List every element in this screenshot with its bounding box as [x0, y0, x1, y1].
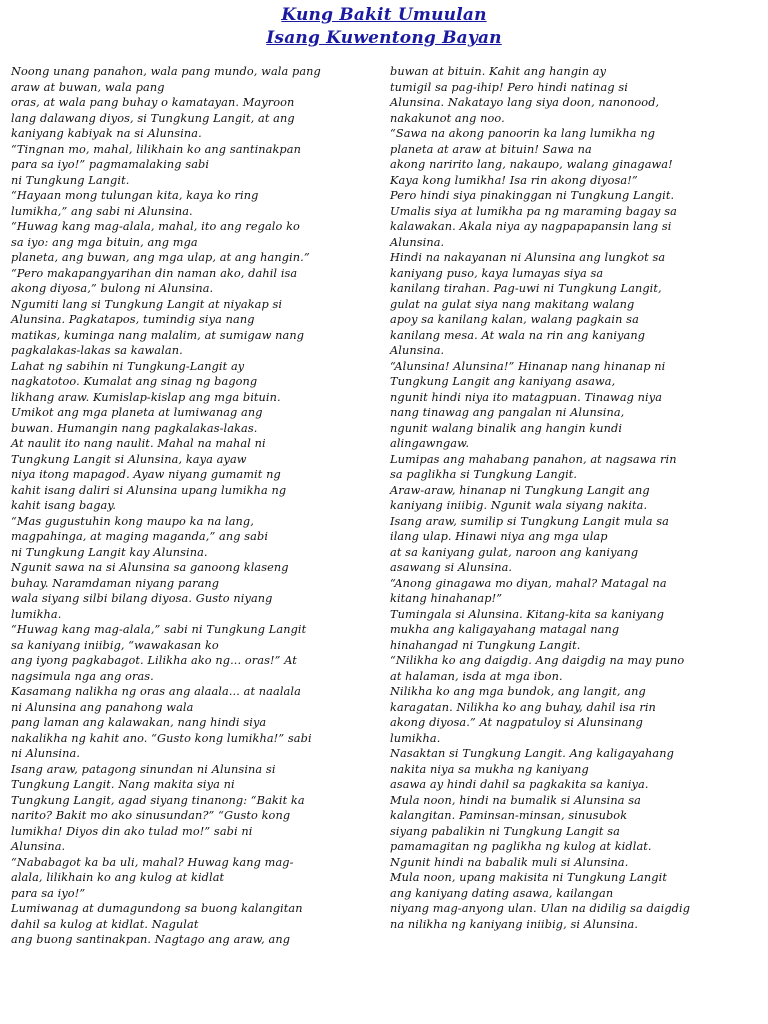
text-line: ilang ulap. Hinawi niya ang mga ulap — [390, 530, 608, 543]
text-line: Nasaktan si Tungkung Langit. Ang kaligayahang — [390, 747, 674, 760]
text-line: likhang araw. Kumislap-kislap ang mga bituin. — [11, 390, 281, 404]
text-line: buwan. Humangin nang pagkalakas-lakas. — [11, 421, 258, 435]
text-line: ni Tungkung Langit. — [11, 173, 130, 187]
text-line: akong naririto lang, nakaupo, walang ginagawa! — [390, 158, 673, 171]
text-line: Alunsina. — [11, 840, 66, 853]
text-line: alala, lilikhain ko ang kulog at kidlat — [11, 871, 225, 884]
text-line: at sa kaniyang gulat, naroon ang kaniyang — [390, 545, 639, 559]
text-line: Isang araw, patagong sinundan ni Alunsina si — [11, 762, 276, 776]
text-line: “Nilikha ko ang daigdig. Ang daigdig na may puno — [390, 654, 685, 667]
text-line: nagkatotoo. Kumalat ang sinag ng bagong — [11, 375, 258, 388]
text-line: “Tingnan mo, mahal, lilikhain ko ang santinakpan — [11, 142, 301, 156]
text-line: pagkalakas-lakas sa kawalan. — [11, 344, 183, 357]
story-subtitle: Isang Kuwentong Bayan — [266, 28, 502, 48]
text-line: lang dalawang diyos, si Tungkung Langit, at ang — [11, 111, 295, 125]
text-line: Umikot ang mga planeta at lumiwanag ang — [11, 406, 263, 419]
text-line: “Sawa na akong panoorin ka lang lumikha ng — [390, 127, 656, 140]
text-line: lumikha! Diyos din ako tulad mo!” sabi ni — [11, 824, 253, 838]
text-line: akong diyosa.” At nagpatuloy si Alunsinang — [390, 716, 643, 729]
text-line: buhay. Naramdaman niyang parang — [11, 576, 220, 590]
text-line: Pero hindi siya pinakinggan ni Tungkung Langit. — [390, 189, 675, 202]
text-line: asawang si Alunsina. — [390, 561, 513, 574]
text-line: asawa ay hindi dahil sa pagkakita sa kaniya. — [390, 778, 649, 791]
text-line: Alunsina. — [390, 344, 445, 357]
text-line: mukha ang kaligayahang matagal nang — [390, 623, 620, 636]
text-line: akong diyosa,” bulong ni Alunsina. — [11, 282, 214, 295]
text-line: sa iyo: ang mga bituin, ang mga — [11, 235, 198, 249]
text-line: pang laman ang kalawakan, nang hindi siya — [11, 716, 267, 729]
text-line: matikas, kuminga nang malalim, at sumigaw nang — [11, 328, 305, 342]
text-line: “Alunsina! Alunsina!” Hinanap nang hinanap ni — [390, 359, 666, 373]
text-line: para sa iyo!” — [11, 886, 86, 900]
text-line: Kasamang nalikha ng oras ang alaala... at naalala — [11, 685, 301, 698]
text-line: Tungkung Langit, agad siyang tinanong: “Bakit ka — [11, 793, 305, 807]
text-line: Tumingala si Alunsina. Kitang-kita sa kaniyang — [390, 607, 665, 621]
text-line: Ngunit sawa na si Alunsina sa ganoong klaseng — [11, 561, 289, 574]
text-line: Alunsina. Nakatayo lang siya doon, nanonood, — [390, 96, 660, 109]
text-line: narito? Bakit mo ako sinusundan?” “Gusto kong — [11, 809, 291, 822]
text-line: Isang araw, sumilip si Tungkung Langit mula sa — [390, 514, 670, 528]
text-line: Araw-araw, hinanap ni Tungkung Langit ang — [390, 483, 650, 497]
text-line: ni Alunsina ang panahong wala — [11, 700, 194, 714]
text-line: karagatan. Nilikha ko ang buhay, dahil isa rin — [390, 700, 656, 714]
text-line: lumikha,” ang sabi ni Alunsina. — [11, 204, 193, 218]
text-line: kaniyang kabiyak na si Alunsina. — [11, 127, 202, 140]
text-line: “Huwag kang mag-alala, mahal, ito ang regalo ko — [11, 220, 300, 233]
text-line: nagsimula nga ang oras. — [11, 669, 154, 683]
text-line: Mula noon, hindi na bumalik si Alunsina sa — [390, 793, 642, 807]
text-line: siyang pabalikin ni Tungkung Langit sa — [390, 824, 620, 838]
text-line: Umalis siya at lumikha pa ng maraming bagay sa — [390, 204, 677, 218]
text-line: Lumipas ang mahabang panahon, at nagsawa rin — [390, 452, 677, 466]
text-line: araw at buwan, wala pang — [11, 80, 165, 94]
text-line: Mula noon, upang makisita ni Tungkung Langit — [390, 871, 667, 884]
text-line: Noong unang panahon, wala pang mundo, wala pang — [11, 65, 321, 78]
text-line: sa paglikha si Tungkung Langit. — [390, 468, 578, 481]
text-line: “Hayaan mong tulungan kita, kaya ko ring — [11, 189, 259, 202]
text-line: kalangitan. Paminsan-minsan, sinusubok — [390, 809, 628, 822]
text-line: At naulit ito nang naulit. Mahal na mahal ni — [11, 437, 266, 450]
text-line: nakakunot ang noo. — [390, 111, 505, 125]
text-line: wala siyang silbi bilang diyosa. Gusto niyang — [11, 592, 273, 605]
text-line: tumigil sa pag-ihip! Pero hindi natinag si — [390, 80, 628, 94]
text-line: “Huwag kang mag-alala,” sabi ni Tungkung Langit — [11, 623, 307, 636]
right-text-column — [390, 64, 758, 932]
text-line: oras, at wala pang buhay o kamatayan. Mayroon — [11, 96, 295, 109]
text-line: kahit isang daliri si Alunsina upang lumikha ng — [11, 483, 287, 497]
text-line: ni Alunsina. — [11, 747, 81, 760]
left-text-column — [11, 64, 383, 948]
text-line: kalawakan. Akala niya ay nagpapapansin lang si — [390, 220, 672, 233]
text-line: “Nababagot ka ba uli, mahal? Huwag kang mag- — [11, 855, 294, 869]
text-line: nakita niya sa mukha ng kaniyang — [390, 762, 589, 776]
text-line: ni Tungkung Langit kay Alunsina. — [11, 545, 208, 559]
text-line: Ngunit hindi na babalik muli si Alunsina. — [390, 855, 629, 869]
text-line: lumikha. — [390, 731, 441, 745]
text-line: ngunit hindi niya ito matagpuan. Tinawag niya — [390, 390, 663, 404]
text-line: na nilikha ng kaniyang iniibig, si Alunsina. — [390, 917, 639, 931]
text-line: Hindi na nakayanan ni Alunsina ang lungkot sa — [390, 251, 666, 264]
text-line: Ngumiti lang si Tungkung Langit at niyakap si — [11, 297, 283, 311]
text-line: Alunsina. — [390, 235, 445, 249]
text-line: “Anong ginagawa mo diyan, mahal? Matagal na — [390, 576, 667, 590]
text-line: nakalikha ng kahit ano. “Gusto kong lumikha!” sabi — [11, 731, 312, 745]
text-line: ngunit walang binalik ang hangin kundi — [390, 421, 623, 435]
text-line: ang kaniyang dating asawa, kailangan — [390, 886, 614, 900]
text-line: planeta at araw at bituin! Sawa na — [390, 142, 592, 156]
text-line: niyang mag-anyong ulan. Ulan na didilig sa daigdig — [390, 902, 691, 915]
text-line: kaniyang puso, kaya lumayas siya sa — [390, 266, 604, 280]
text-line: buwan at bituin. Kahit ang hangin ay — [390, 65, 607, 78]
text-line: lumikha. — [11, 607, 62, 621]
text-line: nang tinawag ang pangalan ni Alunsina, — [390, 406, 625, 419]
text-line: Tungkung Langit si Alunsina, kaya ayaw — [11, 452, 247, 466]
text-line: ang buong santinakpan. Nagtago ang araw, ang — [11, 933, 291, 946]
story-header — [0, 4, 768, 50]
text-line: dahil sa kulog at kidlat. Nagulat — [11, 917, 199, 931]
text-line: kanilang tirahan. Pag-uwi ni Tungkung Langit, — [390, 282, 662, 295]
text-line: Tungkung Langit ang kaniyang asawa, — [390, 375, 616, 388]
text-line: kitang hinahanap!” — [390, 592, 503, 605]
text-line: pamamagitan ng paglikha ng kulog at kidlat. — [390, 840, 652, 853]
text-line: “Pero makapangyarihan din naman ako, dahil isa — [11, 266, 298, 280]
text-line: para sa iyo!” pagmamalaking sabi — [11, 158, 210, 171]
text-line: kahit isang bagay. — [11, 499, 117, 512]
text-line: at halaman, isda at mga ibon. — [390, 669, 563, 683]
story-title: Kung Bakit Umuulan — [281, 5, 487, 25]
text-line: Kaya kong lumikha! Isa rin akong diyosa!” — [390, 173, 638, 187]
text-line: sa kaniyang iniibig, “wawakasan ko — [11, 638, 219, 652]
text-line: kaniyang iniibig. Ngunit wala siyang nakita. — [390, 499, 648, 512]
text-line: kanilang mesa. At wala na rin ang kaniyang — [390, 328, 646, 342]
text-line: niya itong mapagod. Ayaw niyang gumamit ng — [11, 468, 281, 481]
text-line: apoy sa kanilang kalan, walang pagkain sa — [390, 313, 639, 326]
text-line: magpahinga, at maging maganda,” ang sabi — [11, 530, 269, 543]
text-line: ang iyong pagkabagot. Lilikha ako ng... oras!” At — [11, 654, 297, 667]
text-line: Nilikha ko ang mga bundok, ang langit, ang — [390, 685, 646, 698]
text-line: Alunsina. Pagkatapos, tumindig siya nang — [11, 313, 255, 326]
text-line: gulat na gulat siya nang makitang walang — [390, 297, 635, 311]
text-line: alingawngaw. — [390, 437, 470, 450]
text-line: Lumiwanag at dumagundong sa buong kalangitan — [11, 902, 303, 915]
text-line: Lahat ng sabihin ni Tungkung-Langit ay — [11, 359, 245, 373]
text-line: planeta, ang buwan, ang mga ulap, at ang hangin.” — [11, 251, 310, 264]
text-line: hinahangad ni Tungkung Langit. — [390, 638, 581, 652]
text-line: “Mas gugustuhin kong maupo ka na lang, — [11, 514, 254, 528]
text-line: Tungkung Langit. Nang makita siya ni — [11, 778, 235, 791]
